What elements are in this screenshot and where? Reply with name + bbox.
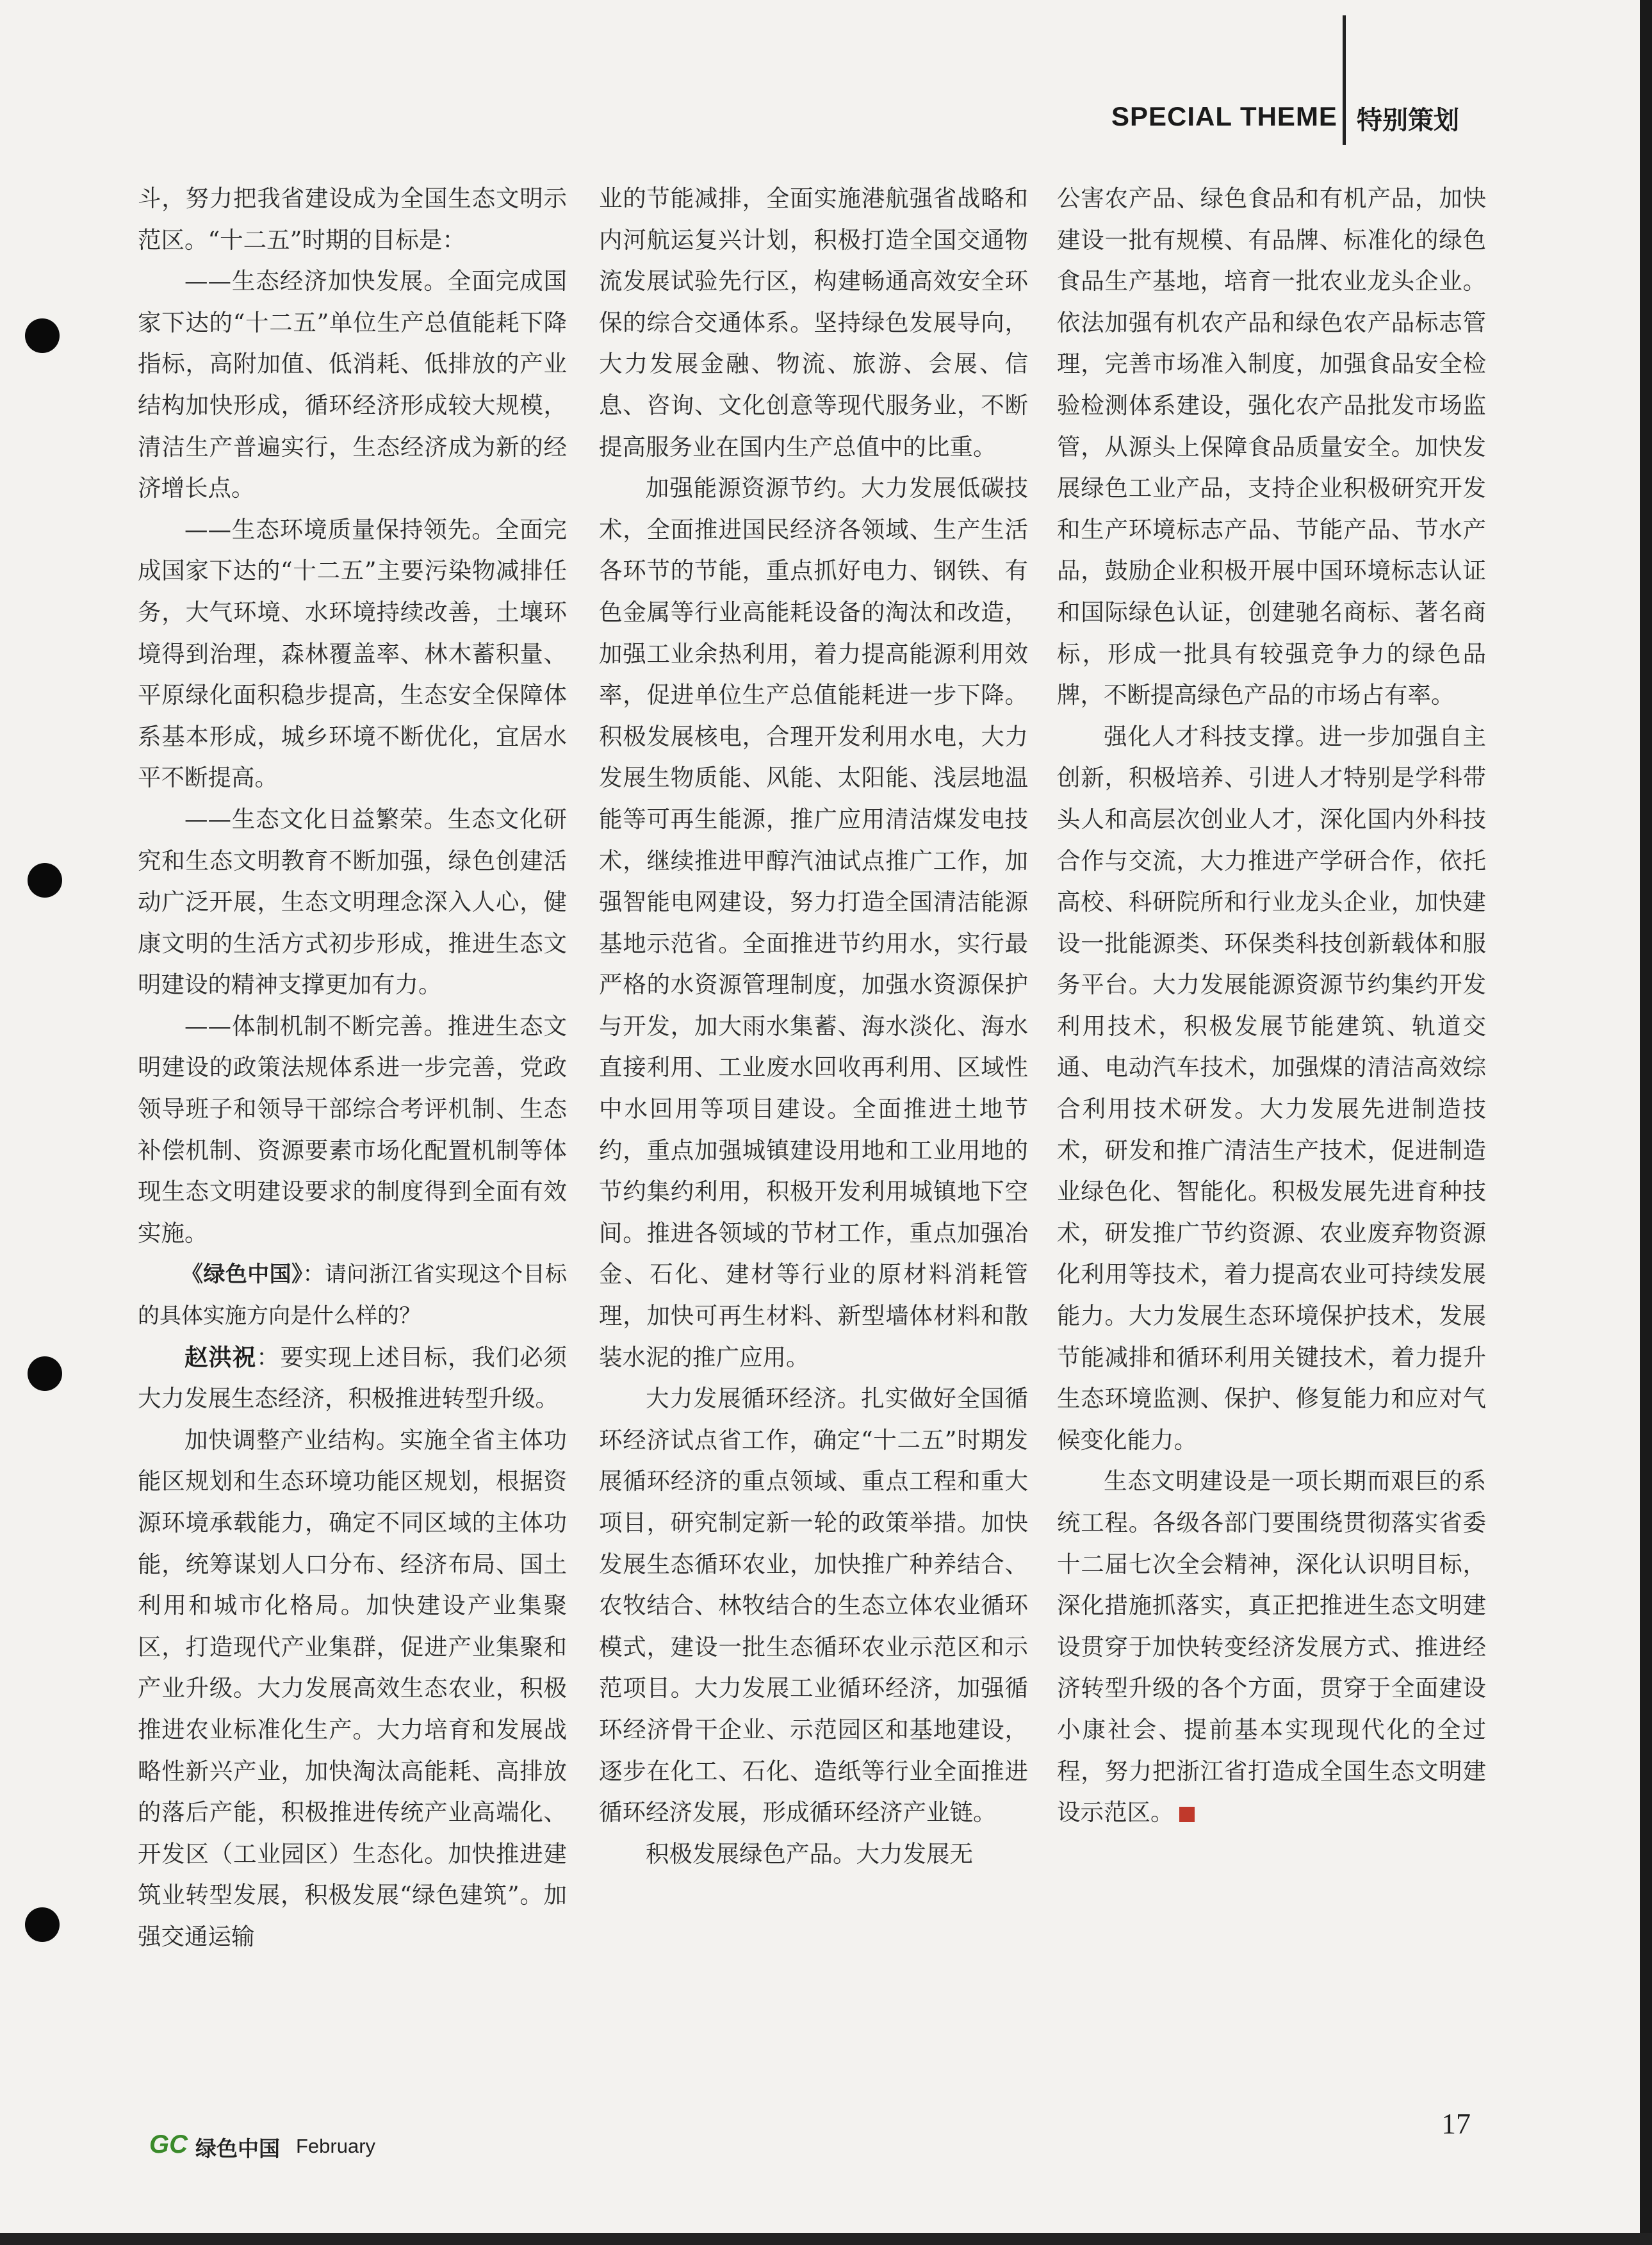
gc-logo: GC	[149, 2130, 188, 2159]
binder-hole-2	[28, 863, 62, 898]
scan-edge-right	[1640, 0, 1652, 2245]
binder-hole-4	[25, 1907, 60, 1942]
section-title-cn: 特别策划	[1357, 106, 1459, 135]
paragraph: 业的节能减排，全面实施港航强省战略和内河航运复兴计划，积极打造全国交通物流发展试验先行区，构建畅通高效安全环保的综合交通体系。坚持绿色发展导向，大力发展金融、物流、旅游、会展、信息、咨询、文化创意等现代服务业，不断提高服务业在国内生产总值中的比重。	[599, 185, 1028, 461]
paragraph: 斗，努力把我省建设成为全国生态文明示范区。“十二五”时期的目标是：	[138, 185, 567, 254]
footer-issue-month: February	[296, 2135, 376, 2157]
paragraph: 加快调整产业结构。实施全省主体功能区规划和生态环境功能区规划，根据资源环境承载能力，确定不同区域的主体功能，统筹谋划人口分布、经济布局、国土利用和城市化格局。加快建设产业集聚区，打造现代产业集群，促进产业集聚和产业升级。大力发展高效生态农业，积极推进农业标准化生产。大力培育和发展战略性新兴产业，加快淘汰高能耗、高排放的落后产能，积极推进传统产业高端化、开发区（工业园区）生态化。加快推进建筑业转型发展，积极发展“绿色建筑”。加强交通运输	[138, 1426, 567, 1950]
paragraph: 大力发展循环经济。扎实做好全国循环经济试点省工作，确定“十二五”时期发展循环经济的重点领域、重点工程和重大项目，研究制定新一轮的政策举措。加快发展生态循环农业，加快推广种养结合、农牧结合、林牧结合的生态立体农业循环模式，建设一批生态循环农业示范区和示范项目。大力发展工业循环经济，加强循环经济骨干企业、示范园区和基地建设，逐步在化工、石化、造纸等行业全面推进循环经济发展，形成循环经济产业链。	[599, 1385, 1028, 1827]
header-divider	[1343, 15, 1346, 145]
article-column-2	[599, 178, 1028, 1875]
question-text: ：请问浙江省实现这个目标的具体实施方向是什么样的？	[138, 1262, 568, 1329]
interview-answer	[138, 1337, 567, 1420]
binder-hole-1	[25, 318, 60, 353]
answer-text: ：要实现上述目标，我们必须大力发展生态经济，积极推进转型升级。	[138, 1343, 568, 1413]
paragraph: ——生态文化日益繁荣。生态文化研究和生态文明教育不断加强，绿色创建活动广泛开展，生态文明理念深入人心，健康文明的生活方式初步形成，推进生态文明建设的精神支撑更加有力。	[138, 805, 567, 999]
paragraph: ——生态经济加快发展。全面完成国家下达的“十二五”单位生产总值能耗下降指标，高附加值、低消耗、低排放的产业结构加快形成，循环经济形成较大规模，清洁生产普遍实行，生态经济成为新的经济增长点。	[138, 267, 567, 502]
question-magazine: 《绿色中国》	[181, 1262, 303, 1288]
paragraph: ——生态环境质量保持领先。全面完成国家下达的“十二五”主要污染物减排任务，大气环境、水环境持续改善，土壤环境得到治理，森林覆盖率、林木蓄积量、平原绿化面积稳步提高，生态安全保障体系基本形成，城乡环境不断优化，宜居水平不断提高。	[138, 515, 567, 792]
answer-speaker: 赵洪祝	[184, 1343, 257, 1371]
paragraph: 公害农产品、绿色食品和有机产品，加快建设一批有规模、有品牌、标准化的绿色食品生产基地，培育一批农业龙头企业。依法加强有机农产品和绿色农产品标志管理，完善市场准入制度，加强食品安全检验检测体系建设，强化农产品批发市场监管，从源头上保障食品质量安全。加快发展绿色工业产品，支持企业积极研究开发和生产环境标志产品、节能产品、节水产品，鼓励企业积极开展中国环境标志认证和国际绿色认证，创建驰名商标、著名商标，形成一批具有较强竞争力的绿色品牌，不断提高绿色产品的市场占有率。	[1057, 185, 1486, 709]
article-column-1	[138, 178, 567, 1958]
paragraph: 积极发展绿色产品。大力发展无	[646, 1839, 973, 1868]
interview-question	[138, 1254, 567, 1336]
page-number: 17	[1441, 2107, 1471, 2140]
closing-text: 生态文明建设是一项长期而艰巨的系统工程。各级各部门要围绕贯彻落实省委十二届七次全会精神，深化认识明目标，深化措施抓落实，真正把推进生态文明建设贯穿于加快转变经济发展方式、推进经济转型升级的各个方面，贯穿于全面建设小康社会、提前基本实现现代化的全过程，努力把浙江省打造成全国生态文明建设示范区。	[1057, 1467, 1486, 1827]
paragraph	[1057, 1461, 1486, 1833]
article-column-3	[1057, 178, 1486, 1834]
section-title-en: SPECIAL THEME	[1111, 101, 1337, 131]
scan-edge-bottom	[0, 2233, 1652, 2245]
end-of-article-mark	[1179, 1807, 1195, 1822]
paragraph: 强化人才科技支撑。进一步加强自主创新，积极培养、引进人才特别是学科带头人和高层次创业人才，深化国内外科技合作与交流，大力推进产学研合作，依托高校、科研院所和行业龙头企业，加快建设一批能源类、环保类科技创新载体和服务平台。大力发展能源资源节约集约开发利用技术，积极发展节能建筑、轨道交通、电动汽车技术，加强煤的清洁高效综合利用技术研发。大力发展先进制造技术，研发和推广清洁生产技术，促进制造业绿色化、智能化。积极发展先进育种技术，研发推广节约资源、农业废弃物资源化利用等技术，着力提高农业可持续发展能力。大力发展生态环境保护技术，发展节能减排和循环利用关键技术，着力提升生态环境监测、保护、修复能力和应对气候变化能力。	[1057, 722, 1486, 1454]
binder-hole-3	[28, 1356, 62, 1391]
footer-magazine-title: 绿色中国	[195, 2136, 280, 2161]
paragraph: 加强能源资源节约。大力发展低碳技术，全面推进国民经济各领域、生产生活各环节的节能，重点抓好电力、钢铁、有色金属等行业高能耗设备的淘汰和改造，加强工业余热利用，着力提高能源利用效率，促进单位生产总值能耗进一步下降。积极发展核电，合理开发利用水电，大力发展生物质能、风能、太阳能、浅层地温能等可再生能源，推广应用清洁煤发电技术，继续推进甲醇汽油试点推广工作，加强智能电网建设，努力打造全国清洁能源基地示范省。全面推进节约用水，实行最严格的水资源管理制度，加强水资源保护与开发，加大雨水集蓄、海水淡化、海水直接利用、工业废水回收再利用、区域性中水回用等项目建设。全面推进土地节约，重点加强城镇建设用地和工业用地的节约集约利用，积极开发利用城镇地下空间。推进各领域的节材工作，重点加强冶金、石化、建材等行业的原材料消耗管理，加快可再生材料、新型墙体材料和散装水泥的推广应用。	[599, 474, 1028, 1371]
paragraph: ——体制机制不断完善。推进生态文明建设的政策法规体系进一步完善，党政领导班子和领导干部综合考评机制、生态补偿机制、资源要素市场化配置机制等体现生态文明建设要求的制度得到全面有效实施。	[138, 1012, 567, 1247]
